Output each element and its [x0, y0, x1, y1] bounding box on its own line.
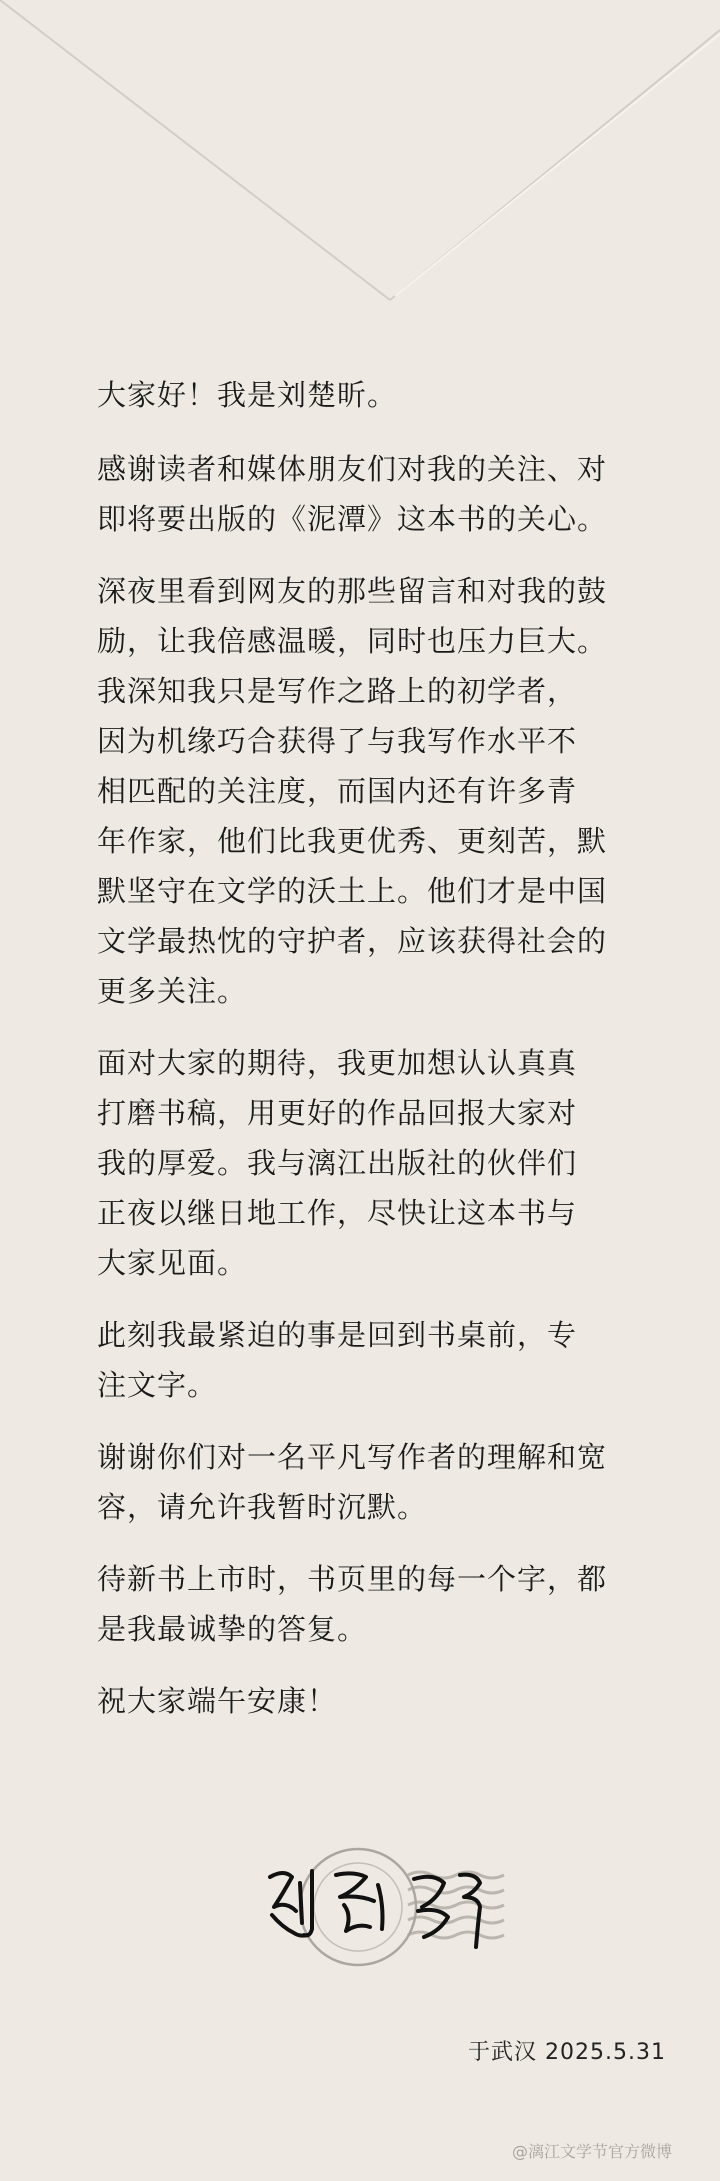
- weibo-watermark: [512, 2139, 672, 2162]
- greeting: 大家好！我是刘楚昕。: [97, 378, 398, 412]
- signature-with-stamp: [238, 1835, 538, 1985]
- watermark-text: @漓江文学节官方微博: [512, 2142, 673, 2161]
- closing-wish: 祝大家端午安康！: [97, 1684, 338, 1718]
- paragraph-1: 感谢读者和媒体朋友们对我的关注、对 即将要出版的《泥潭》这本书的关心。: [97, 452, 608, 536]
- paragraph-5: 谢谢你们对一名平凡写作者的理解和宽 容，请允许我暂时沉默。: [97, 1440, 608, 1524]
- paragraph-6: 待新书上市时，书页里的每一个字，都 是我最诚挚的答复。: [97, 1562, 608, 1646]
- paragraph-4: 此刻我最紧迫的事是回到书桌前，专 注文字。: [97, 1318, 578, 1402]
- letter-body: [97, 370, 657, 1748]
- place-date: 于武汉 2025.5.31: [468, 2040, 666, 2065]
- paragraph-2: 深夜里看到网友的那些留言和对我的鼓 励，让我倍感温暖，同时也压力巨大。 我深知我只是写作之路上的初学者， 因为机缘巧合获得了与我写作水平不 相匹配的关注度，而国内还有许多青 年作家，他们比我更优秀、更刻苦，默 默坚守在文学的沃土上。他们才是中国 文学最热忱的守护者，应该获得社会的 更多关注。: [97, 574, 608, 1008]
- envelope-flap-lines: [0, 0, 720, 360]
- postmark-stamp: [238, 1835, 538, 1985]
- paragraph-3: 面对大家的期待，我更加想认认真真 打磨书稿，用更好的作品回报大家对 我的厚爱。我与漓江出版社的伙伴们 正夜以继日地工作，尽快让这本书与 大家见面。: [97, 1046, 578, 1280]
